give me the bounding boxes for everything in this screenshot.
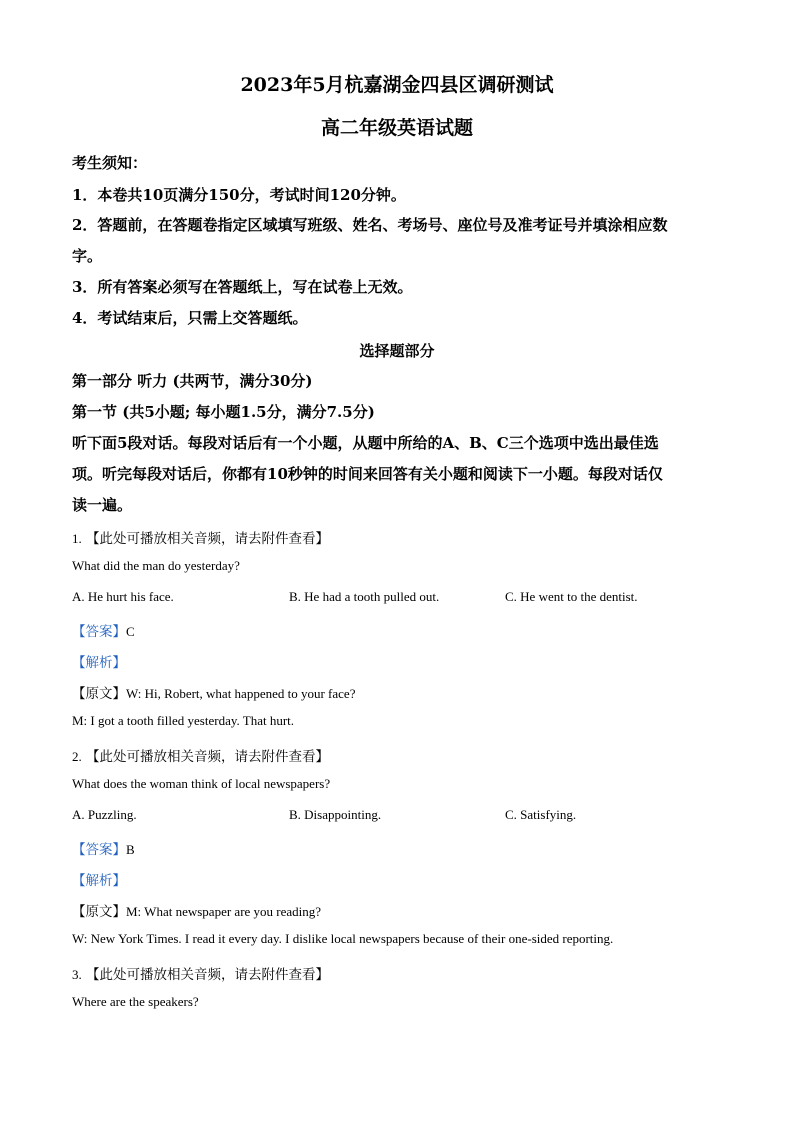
question-2-audio-line	[72, 745, 329, 765]
audio-link[interactable]: 【此处可播放相关音频，请去附件查看】	[86, 967, 330, 983]
question-1-original	[72, 682, 355, 702]
notice-item: 1．本卷共10页满分150分，考试时间120分钟。	[72, 186, 406, 204]
question-1-stem: What did the man do yesterday?	[72, 558, 240, 573]
question-3-stem: Where are the speakers?	[72, 994, 199, 1009]
original-tag: 【原文】	[72, 904, 126, 920]
question-3-audio-line	[72, 963, 329, 983]
notice-item: 字。	[72, 247, 103, 265]
question-2-analysis-tag: 【解析】	[72, 873, 126, 889]
question-1-option-b: B. He had a tooth pulled out.	[289, 589, 440, 604]
question-2-original	[72, 900, 321, 920]
section-heading: 第一节 (共5小题; 每小题1.5分，满分7.5分)	[72, 403, 375, 421]
instructions-line: 读一遍。	[72, 496, 133, 514]
instructions-line: 听下面5段对话。每段对话后有一个小题，从题中所给的A、B、C三个选项中选出最佳选	[72, 434, 659, 452]
question-2-answer	[72, 838, 135, 858]
question-1-audio-line	[72, 527, 329, 547]
original-line: W: Hi, Robert, what happened to your face?	[126, 686, 356, 701]
audio-link[interactable]: 【此处可播放相关音频，请去附件查看】	[86, 749, 330, 765]
original-line: M: I got a tooth filled yesterday. That hurt.	[72, 713, 295, 728]
answer-tag: 【答案】	[72, 842, 126, 858]
question-1-option-a: A. He hurt his face.	[72, 589, 174, 604]
part-heading: 第一部分 听力 (共两节，满分30分)	[72, 372, 313, 390]
question-2-option-a: A. Puzzling.	[72, 807, 137, 822]
question-number: 1.	[72, 531, 82, 546]
exam-title: 2023年5月杭嘉湖金四县区调研测试	[240, 74, 554, 96]
exam-subtitle: 高二年级英语试题	[320, 117, 473, 139]
question-1-answer	[72, 620, 135, 640]
notice-heading: 考生须知：	[72, 154, 148, 172]
question-1-option-c: C. He went to the dentist.	[505, 589, 638, 604]
answer-value: B	[126, 842, 135, 857]
original-line: W: New York Times. I read it every day. I dislike local newspapers because of their one-sided reporting.	[72, 931, 614, 946]
audio-link[interactable]: 【此处可播放相关音频，请去附件查看】	[86, 531, 330, 547]
question-2-option-b: B. Disappointing.	[289, 807, 382, 822]
question-number: 2.	[72, 749, 82, 764]
question-1-analysis-tag: 【解析】	[72, 655, 126, 671]
answer-value: C	[126, 624, 135, 639]
instructions-line: 项。听完每段对话后，你都有10秒钟的时间来回答有关小题和阅读下一小题。每段对话仅	[72, 465, 663, 483]
question-2-option-c: C. Satisfying.	[505, 807, 577, 822]
notice-item: 3．所有答案必须写在答题纸上，写在试卷上无效。	[72, 278, 413, 296]
question-number: 3.	[72, 967, 82, 982]
original-tag: 【原文】	[72, 686, 126, 702]
section-name: 选择题部分	[359, 342, 435, 360]
question-2-stem: What does the woman think of local newspapers?	[72, 776, 331, 791]
notice-item: 2．答题前，在答题卷指定区域填写班级、姓名、考场号、座位号及准考证号并填涂相应数	[72, 216, 668, 234]
original-line: M: What newspaper are you reading?	[126, 904, 322, 919]
notice-item: 4．考试结束后，只需上交答题纸。	[72, 309, 308, 327]
answer-tag: 【答案】	[72, 624, 126, 640]
